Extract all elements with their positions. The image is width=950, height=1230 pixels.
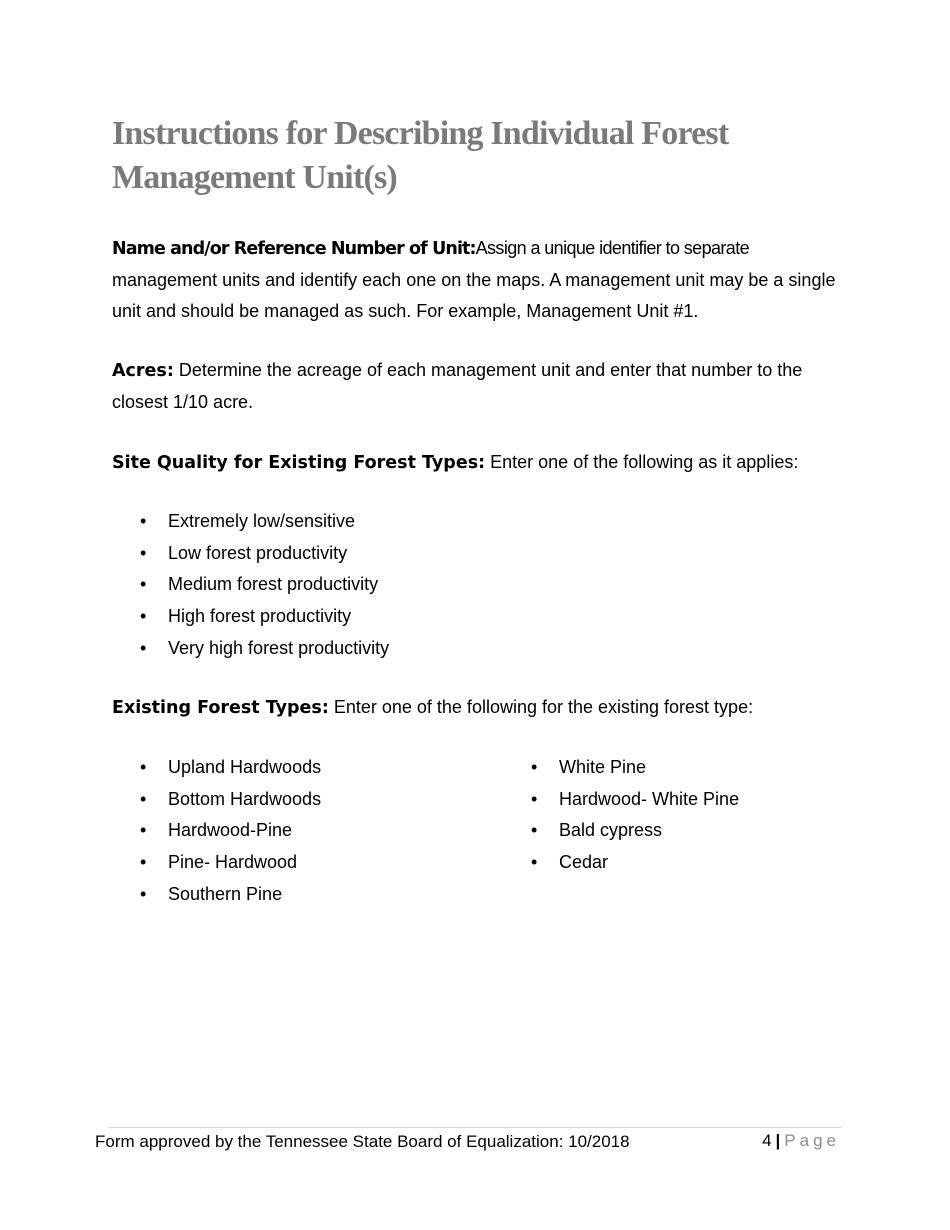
site-quality-text: Enter one of the following as it applies:: [490, 452, 799, 472]
list-item: • Extremely low/sensitive: [112, 506, 389, 538]
page-number-separator: |: [775, 1131, 781, 1150]
list-item: • High forest productivity: [112, 601, 389, 633]
list-item: • Medium forest productivity: [112, 569, 389, 601]
footer-approval-text: Form approved by the Tennessee State Board of Equalization: 10/2018: [95, 1132, 630, 1151]
page-word: Page: [784, 1131, 840, 1150]
footer-divider: [108, 1127, 842, 1128]
site-quality-label: Site Quality for Existing Forest Types:: [112, 453, 486, 473]
site-quality-list: [112, 506, 389, 665]
acres-paragraph: [112, 355, 842, 417]
forest-types-list-left: [112, 752, 321, 911]
list-item: • Southern Pine: [112, 879, 321, 911]
name-reference-label: Name and/or Reference Number of Unit:: [112, 239, 476, 259]
list-item: • Hardwood- White Pine: [503, 784, 739, 816]
page-title: Instructions for Describing Individual Forest Management Unit(s): [112, 115, 729, 196]
list-item: • Upland Hardwoods: [112, 752, 321, 784]
forest-types-label: Existing Forest Types:: [112, 698, 329, 718]
list-item: • Pine- Hardwood: [112, 847, 321, 879]
list-item: • Bald cypress: [503, 815, 739, 847]
site-quality-paragraph: [112, 447, 842, 479]
list-item: • Low forest productivity: [112, 538, 389, 570]
list-item: • Bottom Hardwoods: [112, 784, 321, 816]
forest-types-list-right: [503, 752, 739, 879]
name-reference-lead-text: Assign a unique identifier to separate: [475, 238, 750, 258]
acres-text: Determine the acreage of each management unit and enter that number to the closest 1/10 acre.: [112, 360, 803, 412]
forest-types-text: Enter one of the following for the existing forest type:: [333, 697, 754, 717]
acres-label: Acres:: [112, 361, 174, 381]
forest-types-paragraph: [112, 692, 842, 724]
name-reference-text: management units and identify each one on the maps. A management unit may be a single unit and should be managed as such. For example, Management Unit #1.: [112, 270, 836, 321]
page-number-value: 4: [762, 1131, 772, 1150]
name-reference-paragraph: [112, 233, 842, 327]
list-item: • Hardwood-Pine: [112, 815, 321, 847]
list-item: • Cedar: [503, 847, 739, 879]
list-item: • Very high forest productivity: [112, 633, 389, 665]
page-number: [762, 1131, 840, 1151]
list-item: • White Pine: [503, 752, 739, 784]
